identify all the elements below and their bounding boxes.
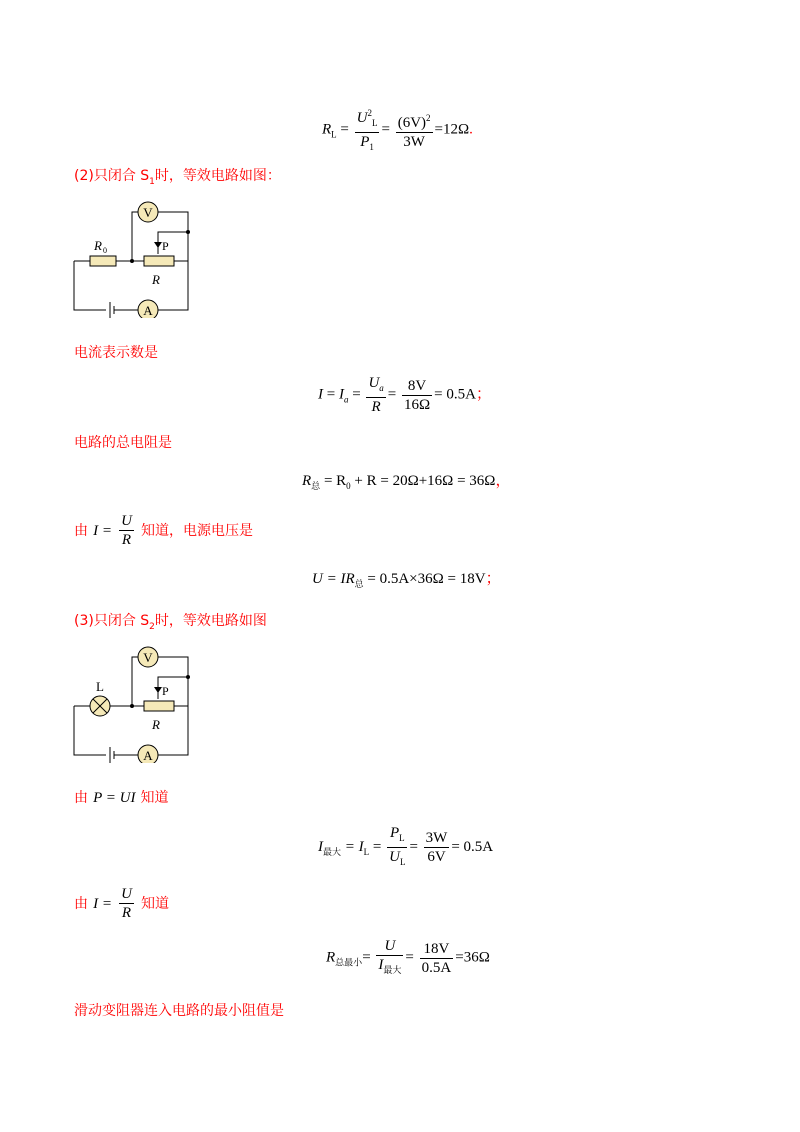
junction (130, 259, 134, 263)
ammeter-label: A (143, 748, 153, 763)
resistor-r0 (90, 256, 116, 266)
ohm-law-line-2: 由 I = $\frac{U}{R}$ 知道 (74, 886, 169, 921)
junction (186, 675, 190, 679)
p-label: P (162, 684, 169, 698)
part3-heading: (3)只闭合 $S_2$时，等效电路如图 (74, 613, 267, 632)
equation-max-current: $I_{最大} = I_L$ = $\frac{P_L}{U_L}$ = $\frac{3W}{6V}$ = 0.5A (318, 825, 494, 867)
r0-label: R (94, 238, 102, 253)
text-min-resistance: 滑动变阻器连入电路的最小阻值是 (74, 1003, 284, 1019)
r-label: R (152, 272, 160, 287)
junction (130, 704, 134, 708)
r0-sub: 0 (103, 246, 107, 255)
junction (186, 230, 190, 234)
ammeter-label: A (143, 303, 153, 318)
circuit-diagram-2 (70, 643, 200, 763)
lamp-label: L (96, 679, 104, 694)
p-label: P (162, 239, 169, 253)
equation-current: $I = I_a$ = $\frac{U_a}{R}$ = $\frac{8V}{16\Omega}$ = 0.5A； (318, 375, 491, 415)
text-total-resistance: 电路的总电阻是 (74, 435, 172, 451)
rheostat-r (144, 256, 174, 266)
voltmeter-label: V (143, 205, 153, 220)
ohm-law-line-1: 由 I = $\frac{U}{R}$ 知道，电源电压是 (74, 513, 253, 548)
equation-min-total-resistance: $R_{总最小}=$ $\frac{U}{I_{最大}}$ = $\frac{18V}{0.5A}$ =36Ω (326, 938, 490, 976)
part2-heading: (2)只闭合 $S_1$时，等效电路如图： (74, 168, 281, 187)
power-formula-line: 由 P = UI 知道 (74, 790, 169, 806)
text-current: 电流表示数是 (74, 345, 158, 361)
slider-arrow (154, 242, 162, 248)
equation-lamp-resistance: $R_L$ = $\frac{U^2_L}{P_1}$ = $\frac{(6V)^2}{3W}$ =12Ω. (322, 104, 473, 156)
rheostat-r (144, 701, 174, 711)
slider-arrow (154, 687, 162, 693)
circuit-diagram-1 (70, 198, 200, 318)
equation-total-resistance: $R_总 = R_0 + R = 20\Omega+16\Omega = 36\Omega$， (302, 473, 511, 491)
r-label: R (152, 717, 160, 732)
equation-source-voltage: $U = IR_总 = 0.5A\times 36\Omega = 18V$； (312, 571, 501, 589)
voltmeter-label: V (143, 650, 153, 665)
